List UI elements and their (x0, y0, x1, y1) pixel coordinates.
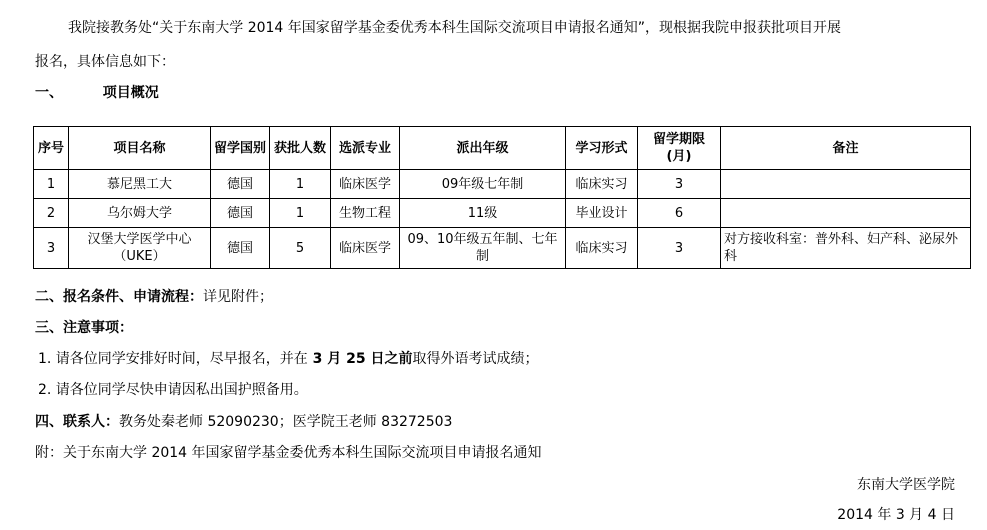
cell-remarks: 对方接收科室：普外科、妇产科、泌尿外科 (721, 228, 971, 269)
section-1-number: 一、 (35, 85, 63, 101)
cell-major: 临床医学 (331, 170, 400, 199)
cell-country: 德国 (211, 170, 270, 199)
signature-date: 2014 年 3 月 4 日 (837, 507, 955, 523)
header-remarks: 备注 (721, 127, 971, 170)
signature-org: 东南大学医学院 (857, 477, 955, 493)
cell-duration: 3 (638, 170, 721, 199)
cell-index: 3 (34, 228, 69, 269)
header-country: 留学国别 (211, 127, 270, 170)
cell-country: 德国 (211, 199, 270, 228)
note-1-deadline: 3 月 25 日之前 (307, 351, 413, 367)
section-2-text: 详见附件； (203, 289, 273, 305)
table-row (34, 170, 971, 199)
project-table (33, 126, 971, 269)
intro-line-2: 报名，具体信息如下： (35, 54, 175, 70)
cell-approved-count: 1 (270, 199, 331, 228)
header-grade: 派出年级 (400, 127, 566, 170)
cell-study-form: 临床实习 (566, 170, 638, 199)
section-2 (35, 287, 273, 307)
note-1 (38, 349, 539, 369)
cell-duration: 6 (638, 199, 721, 228)
cell-approved-count: 5 (270, 228, 331, 269)
cell-country: 德国 (211, 228, 270, 269)
cell-remarks (721, 199, 971, 228)
cell-study-form: 毕业设计 (566, 199, 638, 228)
cell-major: 临床医学 (331, 228, 400, 269)
cell-project-name: 乌尔姆大学 (69, 199, 211, 228)
header-duration: 留学期限(月) (638, 127, 721, 170)
section-4-label: 四、联系人： (35, 414, 119, 430)
cell-grade: 09年级七年制 (400, 170, 566, 199)
header-study-form: 学习形式 (566, 127, 638, 170)
cell-grade: 11级 (400, 199, 566, 228)
note-2: 2. 请各位同学尽快申请因私出国护照备用。 (38, 382, 308, 398)
cell-major: 生物工程 (331, 199, 400, 228)
cell-project-name: 汉堡大学医学中心（UKE） (69, 228, 211, 269)
cell-remarks (721, 170, 971, 199)
section-3-heading: 三、注意事项： (35, 320, 133, 336)
header-approved-count: 获批人数 (270, 127, 331, 170)
cell-approved-count: 1 (270, 170, 331, 199)
header-project-name: 项目名称 (69, 127, 211, 170)
note-1-post: 取得外语考试成绩； (412, 351, 539, 367)
attachment-line: 附：关于东南大学 2014 年国家留学基金委优秀本科生国际交流项目申请报名通知 (35, 445, 542, 461)
table-row (34, 199, 971, 228)
section-1-title: 项目概况 (102, 85, 159, 101)
section-4 (35, 412, 452, 432)
cell-index: 2 (34, 199, 69, 228)
intro-line-1: 我院接教务处“关于东南大学 2014 年国家留学基金委优秀本科生国际交流项目申请报名通知”，现根据我院申报获批项目开展 (68, 20, 842, 36)
header-index: 序号 (34, 127, 69, 170)
table-header-row (34, 127, 971, 170)
cell-grade: 09、10年级五年制、七年制 (400, 228, 566, 269)
section-1-heading (35, 83, 159, 103)
cell-project-name: 慕尼黑工大 (69, 170, 211, 199)
cell-study-form: 临床实习 (566, 228, 638, 269)
section-4-text: 教务处秦老师 52090230；医学院王老师 83272503 (119, 414, 453, 430)
cell-index: 1 (34, 170, 69, 199)
header-major: 选派专业 (331, 127, 400, 170)
section-2-label: 二、报名条件、申请流程： (35, 289, 203, 305)
note-1-pre: 1. 请各位同学安排好时间，尽早报名，并在 (38, 351, 308, 367)
cell-duration: 3 (638, 228, 721, 269)
table-row (34, 228, 971, 269)
